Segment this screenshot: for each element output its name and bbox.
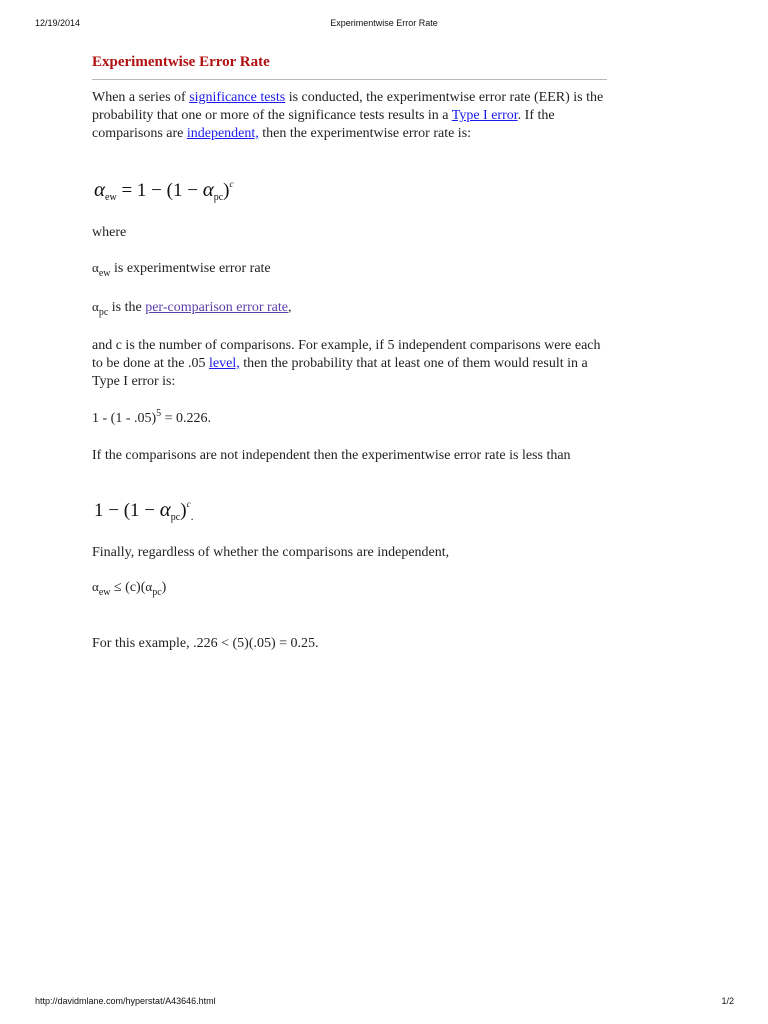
calc-text-2: = 0.226. [161, 411, 212, 426]
def-pc-text: is the [108, 300, 146, 315]
intro-text-1: When a series of [92, 90, 190, 105]
inequality-alpha-pc: α [145, 579, 153, 594]
definition-pc [92, 298, 612, 318]
formula2-alpha: α [159, 497, 171, 521]
alpha-symbol: α [94, 177, 106, 201]
conclusion-paragraph: For this example, .226 < (5)(.05) = 0.25. [92, 636, 319, 651]
not-independent-paragraph: If the comparisons are not independent then the experimentwise error rate is less than [92, 448, 571, 463]
inequality-end: ) [161, 580, 167, 595]
finally-paragraph: Finally, regardless of whether the comparisons are independent, [92, 545, 450, 560]
inequality-sub-pc: pc [152, 587, 162, 598]
formula2-lead: 1 − (1 − [94, 500, 160, 521]
def-pc-sub: pc [98, 307, 109, 318]
calc-exponent: 5 [156, 408, 162, 419]
formula2-sub-pc: pc [170, 512, 181, 523]
example-paragraph [92, 337, 612, 391]
calculation [92, 410, 612, 429]
alpha-pc: α [92, 299, 99, 314]
formula-experimentwise-error [94, 177, 234, 202]
formula-sub-ew: ew [105, 192, 117, 203]
def-pc-end: , [287, 300, 292, 315]
type-i-error-link[interactable]: Type I error [451, 108, 518, 123]
per-comparison-error-rate-link[interactable]: per-comparison error rate [145, 300, 288, 315]
formula-equals: = 1 − (1 − [116, 180, 203, 201]
example-text-1: and c is the number of comparisons. For example, if 5 independent comparisons were each to be done at the .05 [92, 338, 601, 371]
where-text: where [92, 225, 127, 240]
print-header-date: 12/19/2014 [35, 18, 81, 28]
inequality-mid: ≤ (c)( [110, 580, 146, 595]
formula-close: ) [223, 180, 230, 201]
intro-text-4: then the experimentwise error rate is: [258, 126, 472, 141]
inequality [92, 578, 612, 598]
print-footer-url: http://davidmlane.com/hyperstat/A43646.html [35, 996, 216, 1006]
definition-ew [92, 259, 612, 279]
formula-exponent: c [229, 179, 234, 189]
inequality-alpha-ew: α [92, 579, 99, 594]
title-divider [92, 79, 607, 80]
significance-tests-link[interactable]: significance tests [189, 90, 286, 105]
level-link[interactable]: level, [209, 356, 240, 371]
intro-text-3: . If the comparisons are [92, 108, 555, 141]
inequality-sub-ew: ew [98, 587, 111, 598]
formula-sub-pc: pc [213, 192, 224, 203]
def-ew-sub: ew [98, 268, 111, 279]
independent-link[interactable]: independent, [186, 126, 259, 141]
example-text-2: then the probability that at least one of them would result in a Type I error is: [92, 356, 588, 389]
alpha-symbol-pc: α [202, 177, 214, 201]
intro-text-2: is conducted, the experimentwise error rate (EER) is the probability that one or more of the significance tests results in a [92, 90, 604, 123]
calc-text-1: 1 - (1 - .05) [92, 411, 157, 426]
formula2-dot: . [190, 509, 194, 523]
formula2-close: ) [180, 500, 187, 521]
formula2-exponent: c [186, 499, 191, 509]
formula-upper-bound [94, 497, 194, 522]
def-ew-text: is experimentwise error rate [110, 261, 271, 276]
print-footer-page: 1/2 [721, 996, 734, 1006]
alpha-ew: α [92, 260, 99, 275]
intro-paragraph [92, 89, 612, 143]
page-title: Experimentwise Error Rate [92, 54, 270, 70]
print-header-title: Experimentwise Error Rate [330, 18, 438, 28]
